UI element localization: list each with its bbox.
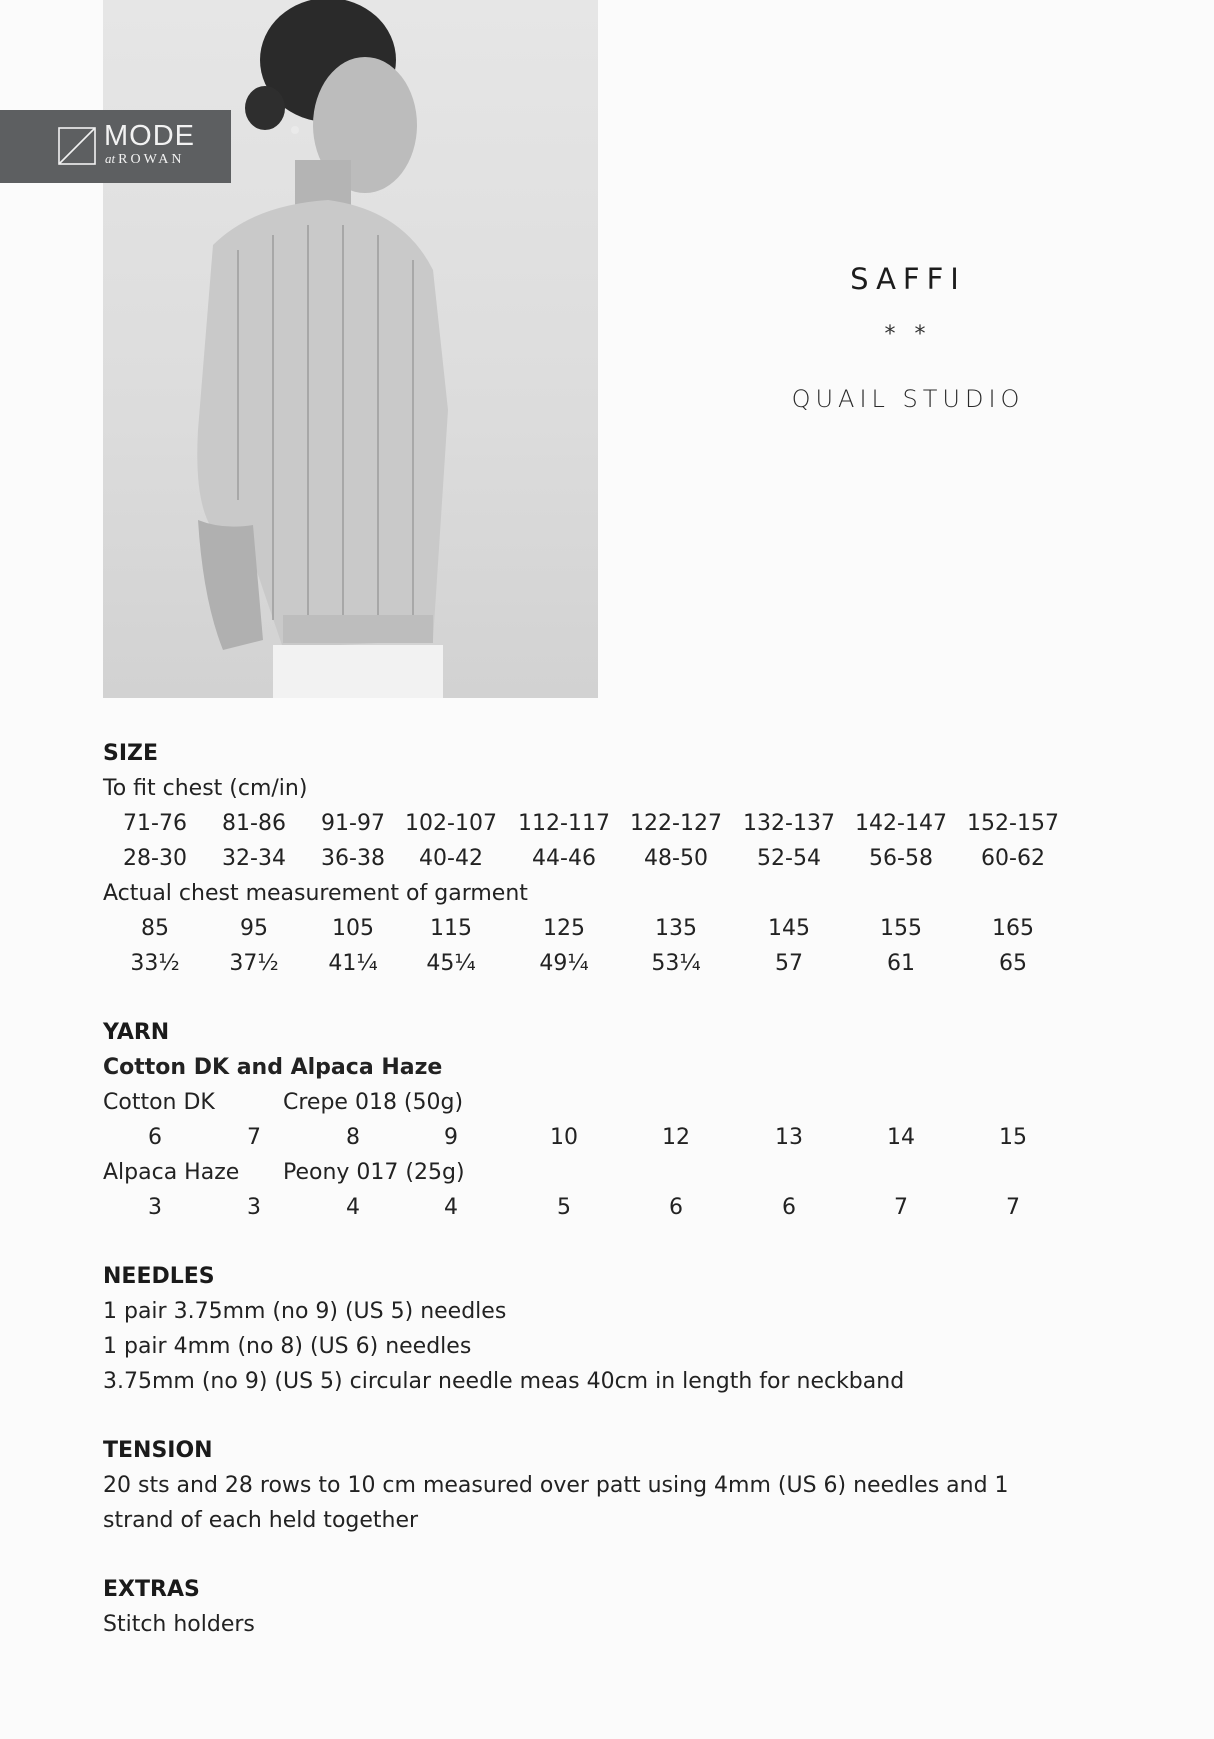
qty-cell: 3 <box>148 1195 162 1220</box>
size-cell: 105 <box>332 916 374 941</box>
yarn-subheading: Cotton DK and Alpaca Haze <box>103 1055 443 1080</box>
size-cell: 61 <box>887 951 915 976</box>
size-cell: 56-58 <box>869 846 933 871</box>
qty-cell: 5 <box>557 1195 571 1220</box>
logo-mode-text: MODE <box>104 120 195 152</box>
tension-line: 20 sts and 28 rows to 10 cm measured over patt using 4mm (US 6) needles and 1 <box>103 1473 1009 1498</box>
extras-text: Stitch holders <box>103 1612 255 1637</box>
size-cell: 33½ <box>130 951 180 976</box>
yarn-heading: YARN <box>103 1020 170 1045</box>
brand-logo <box>0 110 231 183</box>
size-cell: 44-46 <box>532 846 596 871</box>
yarn2-name: Alpaca Haze <box>103 1160 240 1185</box>
size-cell: 102-107 <box>405 811 497 836</box>
logo-rowan-text: ROWAN <box>118 152 185 167</box>
qty-cell: 7 <box>247 1125 261 1150</box>
size-cell: 28-30 <box>123 846 187 871</box>
size-cell: 49¼ <box>539 951 589 976</box>
yarn1-name: Cotton DK <box>103 1090 215 1115</box>
qty-cell: 9 <box>444 1125 458 1150</box>
needle-item: 3.75mm (no 9) (US 5) circular needle meas 40cm in length for neckband <box>103 1369 905 1394</box>
size-cell: 85 <box>141 916 169 941</box>
logo-wordmark <box>104 122 195 168</box>
size-cell: 112-117 <box>518 811 610 836</box>
model-photo <box>103 0 598 698</box>
needle-item: 1 pair 3.75mm (no 9) (US 5) needles <box>103 1299 507 1324</box>
tension-heading: TENSION <box>103 1438 213 1463</box>
size-cell: 65 <box>999 951 1027 976</box>
qty-cell: 6 <box>669 1195 683 1220</box>
size-cell: 32-34 <box>222 846 286 871</box>
size-heading: SIZE <box>103 741 159 766</box>
size-cell: 37½ <box>229 951 279 976</box>
size-cell: 60-62 <box>981 846 1045 871</box>
actual-cm-row <box>0 911 1214 946</box>
size-cell: 57 <box>775 951 803 976</box>
size-cell: 40-42 <box>419 846 483 871</box>
qty-cell: 8 <box>346 1125 360 1150</box>
yarn1-qty-row <box>0 1120 1214 1155</box>
yarn1-shade: Crepe 018 (50g) <box>283 1090 464 1115</box>
qty-cell: 12 <box>662 1125 690 1150</box>
designer-name: QUAIL STUDIO <box>791 385 1025 413</box>
qty-cell: 4 <box>346 1195 360 1220</box>
yarn2-qty-row <box>0 1190 1214 1225</box>
size-cell: 41¼ <box>328 951 378 976</box>
fit-cm-row <box>0 806 1214 841</box>
qty-cell: 6 <box>782 1195 796 1220</box>
size-cell: 145 <box>768 916 810 941</box>
qty-cell: 13 <box>775 1125 803 1150</box>
size-cell: 155 <box>880 916 922 941</box>
qty-cell: 4 <box>444 1195 458 1220</box>
size-cell: 53¼ <box>651 951 701 976</box>
size-cell: 165 <box>992 916 1034 941</box>
qty-cell: 6 <box>148 1125 162 1150</box>
size-cell: 152-157 <box>967 811 1059 836</box>
qty-cell: 7 <box>1006 1195 1020 1220</box>
needles-heading: NEEDLES <box>103 1264 215 1289</box>
model-illustration <box>103 0 598 698</box>
logo-rowan-line <box>105 151 195 168</box>
qty-cell: 15 <box>999 1125 1027 1150</box>
size-cell: 125 <box>543 916 585 941</box>
pattern-title: SAFFI <box>850 262 966 296</box>
extras-heading: EXTRAS <box>103 1577 200 1602</box>
size-cell: 142-147 <box>855 811 947 836</box>
size-cell: 52-54 <box>757 846 821 871</box>
yarn2-shade: Peony 017 (25g) <box>283 1160 465 1185</box>
qty-cell: 3 <box>247 1195 261 1220</box>
size-cell: 81-86 <box>222 811 286 836</box>
needle-item: 1 pair 4mm (no 8) (US 6) needles <box>103 1334 472 1359</box>
qty-cell: 7 <box>894 1195 908 1220</box>
fit-chest-label: To fit chest (cm/in) <box>103 776 308 801</box>
size-cell: 45¼ <box>426 951 476 976</box>
logo-square-icon <box>58 127 96 165</box>
size-cell: 95 <box>240 916 268 941</box>
size-cell: 91-97 <box>321 811 385 836</box>
size-cell: 115 <box>430 916 472 941</box>
logo-at-text: at <box>105 151 116 166</box>
size-cell: 135 <box>655 916 697 941</box>
size-cell: 132-137 <box>743 811 835 836</box>
tension-line: strand of each held together <box>103 1508 419 1533</box>
qty-cell: 10 <box>550 1125 578 1150</box>
fit-in-row <box>0 841 1214 876</box>
size-cell: 36-38 <box>321 846 385 871</box>
actual-chest-label: Actual chest measurement of garment <box>103 881 528 906</box>
size-cell: 122-127 <box>630 811 722 836</box>
difficulty-rating: * * <box>884 322 932 347</box>
actual-in-row <box>0 946 1214 981</box>
size-cell: 71-76 <box>123 811 187 836</box>
size-cell: 48-50 <box>644 846 708 871</box>
qty-cell: 14 <box>887 1125 915 1150</box>
